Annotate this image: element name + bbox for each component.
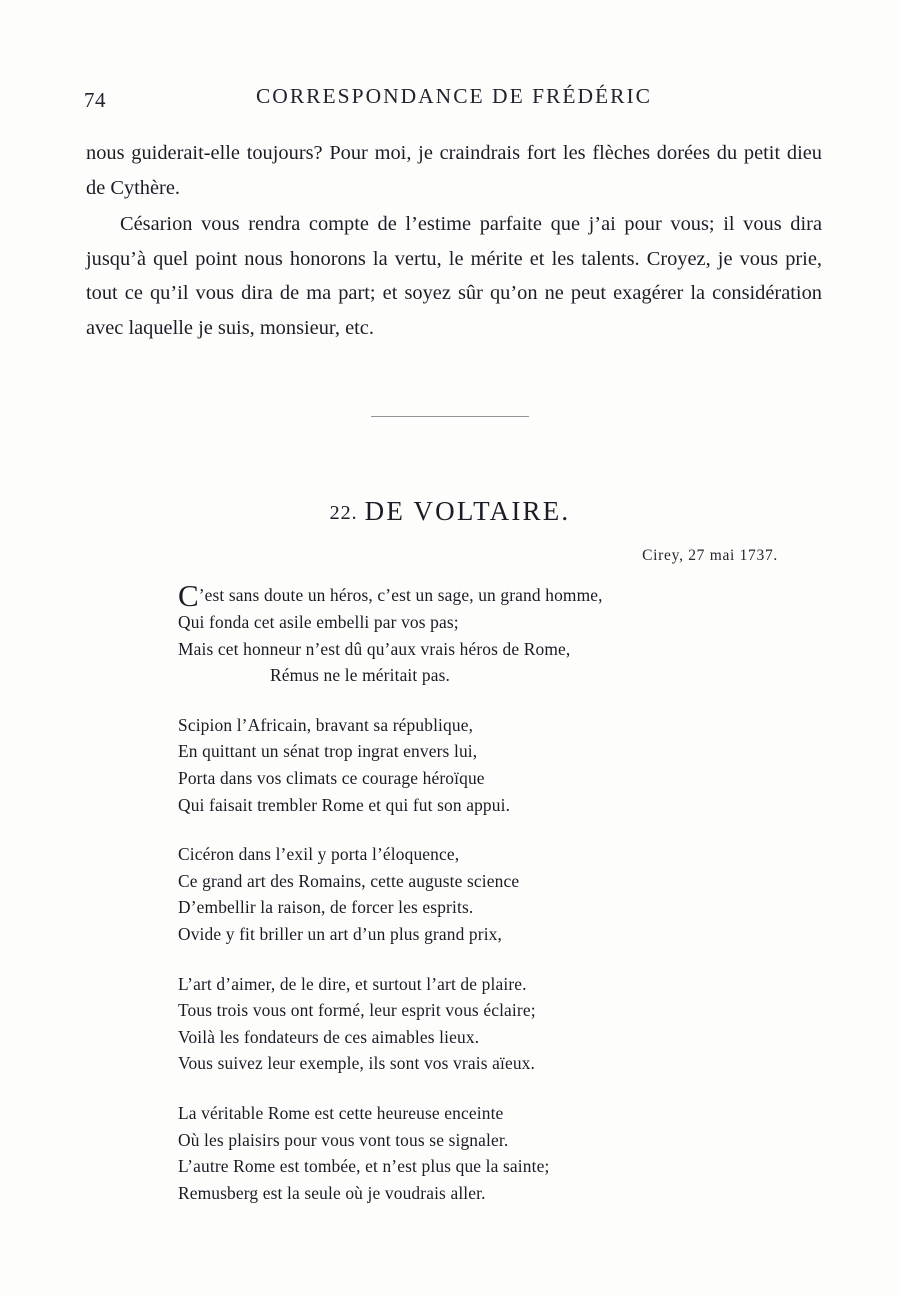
- page-number: 74: [84, 88, 106, 112]
- drop-cap: C: [178, 578, 199, 613]
- verse-text: ’est sans doute un héros, c’est un sage, un grand homme,: [198, 585, 603, 605]
- paragraph-1: nous guiderait-elle toujours? Pour moi, je craindrais fort les flèches dorées du petit dieu de Cythère.: [86, 142, 822, 199]
- stanza-5: [178, 1100, 818, 1206]
- verse-line: Remusberg est la seule où je voudrais aller.: [178, 1182, 486, 1203]
- stanza-2: [178, 712, 818, 818]
- verse-line: Scipion l’Africain, bravant sa république,: [178, 714, 474, 735]
- verse-line: Porta dans vos climats ce courage héroïque: [178, 767, 485, 788]
- letter-heading: [0, 496, 900, 527]
- page-header: [84, 84, 824, 114]
- verse-line: Qui fonda cet asile embelli par vos pas;: [178, 612, 459, 632]
- body-text: [86, 136, 822, 345]
- verse-line: Cicéron dans l’exil y porta l’éloquence,: [178, 844, 460, 865]
- stanza-4: [178, 971, 818, 1077]
- verse-line: Rémus ne le méritait pas.: [270, 665, 451, 686]
- poem: [178, 578, 818, 1229]
- verse-line: Ovide y fit briller un art d’un plus grand prix,: [178, 923, 503, 944]
- verse-line: La véritable Rome est cette heureuse enceinte: [178, 1102, 504, 1123]
- verse-line: Mais cet honneur n’est dû qu’aux vrais héros de Rome,: [178, 638, 571, 659]
- paragraph-2: Césarion vous rendra compte de l’estime parfaite que j’ai pour vous; il vous dira jusqu’à quel point nous honorons la vertu, le mérite et les talents. Croyez, je vous prie, tout ce qu’il vous dira de ma part; et soyez sûr qu’on ne peut exagérer la considération avec laquelle je suis, monsieur, etc.: [86, 213, 822, 339]
- running-title: CORRESPONDANCE DE FRÉDÉRIC: [255, 84, 653, 108]
- verse-line: D’embellir la raison, de forcer les esprits.: [178, 897, 474, 918]
- letter-number: 22.: [329, 502, 358, 524]
- verse-line: Qui faisait trembler Rome et qui fut son appui.: [178, 794, 511, 815]
- verse-line: Vous suivez leur exemple, ils sont vos vrais aïeux.: [178, 1053, 536, 1074]
- letter-title: DE VOLTAIRE.: [364, 496, 571, 526]
- verse-line: Tous trois vous ont formé, leur esprit vous éclaire;: [178, 1000, 536, 1021]
- dateline: Cirey, 27 mai 1737.: [642, 547, 778, 564]
- divider-rule: [371, 416, 529, 417]
- verse-line: Où les plaisirs pour vous vont tous se signaler.: [178, 1129, 509, 1150]
- verse-line: L’art d’aimer, de le dire, et surtout l’art de plaire.: [178, 973, 527, 994]
- verse-line: En quittant un sénat trop ingrat envers lui,: [178, 741, 478, 762]
- verse-line: Voilà les fondateurs de ces aimables lieux.: [178, 1026, 480, 1047]
- stanza-1: [178, 578, 818, 689]
- section-divider: [0, 404, 900, 422]
- verse-line: [178, 578, 818, 613]
- stanza-3: [178, 841, 818, 947]
- verse-line: Ce grand art des Romains, cette auguste science: [178, 870, 520, 891]
- verse-line: L’autre Rome est tombée, et n’est plus que la sainte;: [178, 1156, 550, 1177]
